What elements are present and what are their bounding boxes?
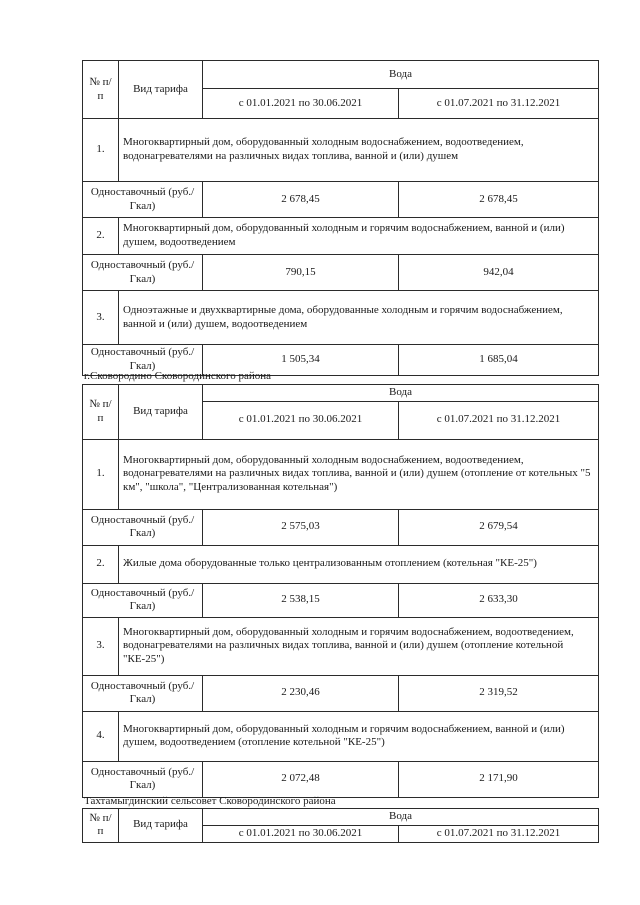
- value-period-1: 2 678,45: [203, 182, 399, 218]
- header-resource: Вода: [203, 809, 599, 826]
- row-description: Одноэтажные и двухквартирные дома, оборудованные холодным и горячим водоснабжением, ванной и (или) душем, водоотведением: [119, 291, 599, 345]
- value-period-2: 1 685,04: [399, 345, 599, 376]
- header-period-2: с 01.07.2021 по 31.12.2021: [399, 89, 599, 119]
- tariff-table-3: [82, 808, 599, 843]
- header-number: № п/п: [83, 385, 119, 440]
- row-description: Многоквартирный дом, оборудованный холодным водоснабжением, водоотведением, водонагревателями на различных видах топлива, ванной и (или) душем: [119, 119, 599, 182]
- value-period-1: 2 538,15: [203, 583, 399, 617]
- row-description: Многоквартирный дом, оборудованный холодным водоснабжением, водоотведением, водонагревателями на различных видах топлива, ванной и (или) душем (отопление от котельных "5 км", "школа", "Централизованная котельная"): [119, 439, 599, 509]
- tariff-label: Одноставочный (руб./Гкал): [83, 675, 203, 711]
- row-number: 1.: [83, 439, 119, 509]
- row-description: Многоквартирный дом, оборудованный холодным и горячим водоснабжением, ванной и (или) душем, водоотведением: [119, 218, 599, 255]
- header-period-1: с 01.01.2021 по 30.06.2021: [203, 825, 399, 842]
- location-heading: Тахтамыгдинский сельсовет Сковородинского района: [84, 795, 336, 807]
- value-period-1: 1 505,34: [203, 345, 399, 376]
- value-period-2: 2 171,90: [399, 761, 599, 797]
- header-period-2: с 01.07.2021 по 31.12.2021: [399, 825, 599, 842]
- row-number: 4.: [83, 711, 119, 761]
- value-period-1: 2 072,48: [203, 761, 399, 797]
- location-heading: г.Сковородино Сковородинского района: [84, 370, 272, 382]
- tariff-label: Одноставочный (руб./Гкал): [83, 583, 203, 617]
- row-number: 2.: [83, 218, 119, 255]
- row-number: 3.: [83, 291, 119, 345]
- header-period-1: с 01.01.2021 по 30.06.2021: [203, 89, 399, 119]
- row-number: 1.: [83, 119, 119, 182]
- row-description: Жилые дома оборудованные только централизованным отоплением (котельная "КЕ-25"): [119, 545, 599, 583]
- header-period-1: с 01.01.2021 по 30.06.2021: [203, 401, 399, 439]
- value-period-2: 2 679,54: [399, 509, 599, 545]
- header-tariff-type: Вид тарифа: [119, 385, 203, 440]
- value-period-2: 2 678,45: [399, 182, 599, 218]
- header-period-2: с 01.07.2021 по 31.12.2021: [399, 401, 599, 439]
- value-period-2: 942,04: [399, 255, 599, 291]
- tariff-label: Одноставочный (руб./Гкал): [83, 182, 203, 218]
- row-description: Многоквартирный дом, оборудованный холодным и горячим водоснабжением, ванной и (или) душем, водоотведением (отопление котельной "КЕ-25"): [119, 711, 599, 761]
- tariff-table-1: [82, 60, 599, 376]
- value-period-2: 2 633,30: [399, 583, 599, 617]
- row-number: 2.: [83, 545, 119, 583]
- value-period-1: 2 230,46: [203, 675, 399, 711]
- tariff-label: Одноставочный (руб./Гкал): [83, 345, 203, 376]
- value-period-1: 790,15: [203, 255, 399, 291]
- row-number: 3.: [83, 617, 119, 675]
- header-number: № п/п: [83, 61, 119, 119]
- tariff-label: Одноставочный (руб./Гкал): [83, 509, 203, 545]
- tariff-label: Одноставочный (руб./Гкал): [83, 255, 203, 291]
- header-number: № п/п: [83, 809, 119, 843]
- header-resource: Вода: [203, 61, 599, 89]
- row-description: Многоквартирный дом, оборудованный холодным и горячим водоснабжением, водоотведением, водонагревателями на различных видах топлива, ванной и (или) душем (отопление котельной "КЕ-25"): [119, 617, 599, 675]
- header-tariff-type: Вид тарифа: [119, 809, 203, 843]
- value-period-1: 2 575,03: [203, 509, 399, 545]
- tariff-label: Одноставочный (руб./Гкал): [83, 761, 203, 797]
- header-tariff-type: Вид тарифа: [119, 61, 203, 119]
- value-period-2: 2 319,52: [399, 675, 599, 711]
- tariff-table-2: [82, 384, 599, 798]
- header-resource: Вода: [203, 385, 599, 402]
